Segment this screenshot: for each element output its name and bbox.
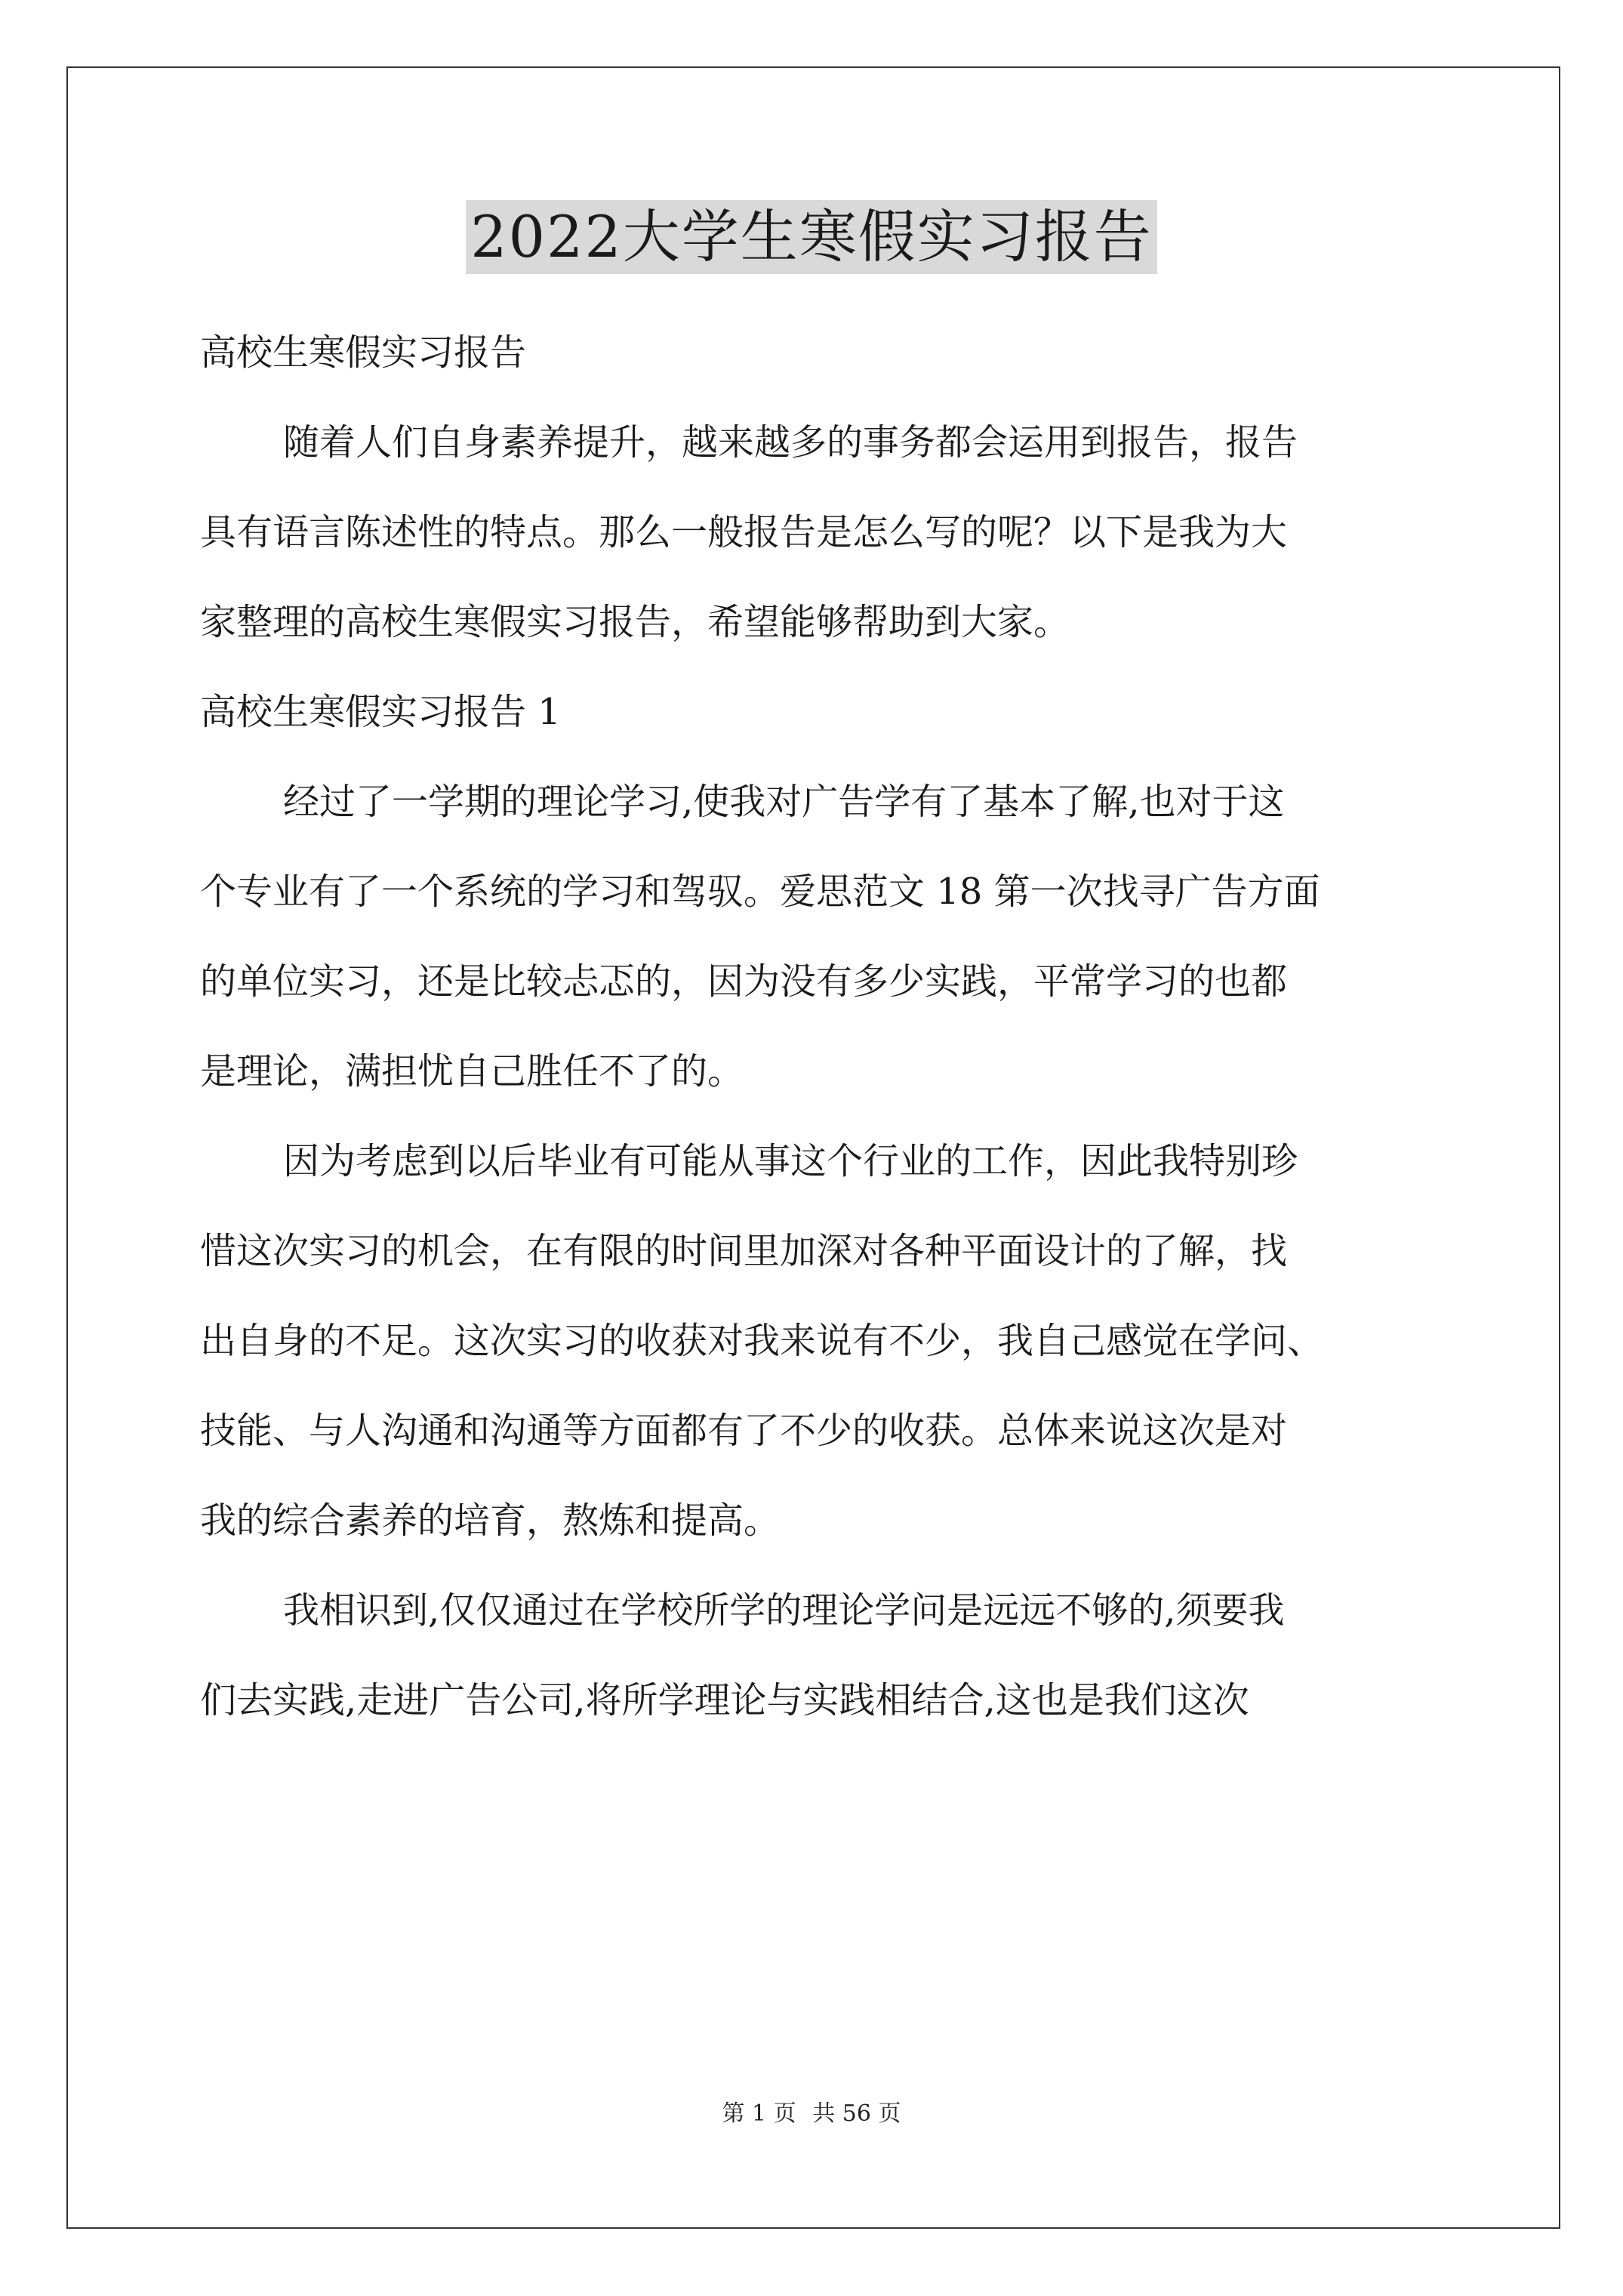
paragraph-line: 家整理的高校生寒假实习报告，希望能够帮助到大家。 xyxy=(200,601,1070,643)
paragraph-line: 我的综合素养的培育，熬炼和提高。 xyxy=(200,1499,781,1542)
paragraph-line: 个专业有了一个系统的学习和驾驭。爱思范文 18 第一次找寻广告方面 xyxy=(200,871,1320,913)
paragraph-line: 具有语言陈述性的特点。那么一般报告是怎么写的呢？以下是我为大 xyxy=(200,511,1288,553)
total-pages: 共 56 页 xyxy=(812,2100,901,2127)
paragraph-line: 因为考虑到以后毕业有可能从事这个行业的工作，因此我特别珍 xyxy=(283,1140,1298,1182)
paragraph-line: 经过了一学期的理论学习,使我对广告学有了基本了解,也对于这 xyxy=(283,781,1285,823)
paragraph-line: 们去实践,走进广告公司,将所学理论与实践相结合,这也是我们这次 xyxy=(200,1679,1249,1721)
page-footer xyxy=(0,2094,1623,2128)
document-body xyxy=(200,308,1438,1746)
paragraph-line: 随着人们自身素养提升，越来越多的事务都会运用到报告，报告 xyxy=(283,421,1298,464)
paragraph-line: 我相识到,仅仅通过在学校所学的理论学问是远远不够的,须要我 xyxy=(283,1589,1285,1632)
paragraph-line: 出自身的不足。这次实习的收获对我来说有不少，我自己感觉在学问、 xyxy=(200,1320,1324,1362)
paragraph-line: 是理论，满担忧自己胜任不了的。 xyxy=(200,1050,744,1093)
paragraph-line: 惜这次实习的机会，在有限的时间里加深对各种平面设计的了解，找 xyxy=(200,1230,1288,1272)
subtitle-line: 高校生寒假实习报告 xyxy=(200,331,527,374)
paragraph-line: 的单位实习，还是比较忐忑的，因为没有多少实践，平常学习的也都 xyxy=(200,960,1288,1003)
section-heading: 高校生寒假实习报告 1 xyxy=(200,691,561,733)
document-title: 2022大学生寒假实习报告 xyxy=(466,200,1156,274)
paragraph-line: 技能、与人沟通和沟通等方面都有了不少的收获。总体来说这次是对 xyxy=(200,1410,1288,1452)
title-container xyxy=(0,200,1623,274)
page-number: 第 1 页 xyxy=(722,2100,796,2127)
